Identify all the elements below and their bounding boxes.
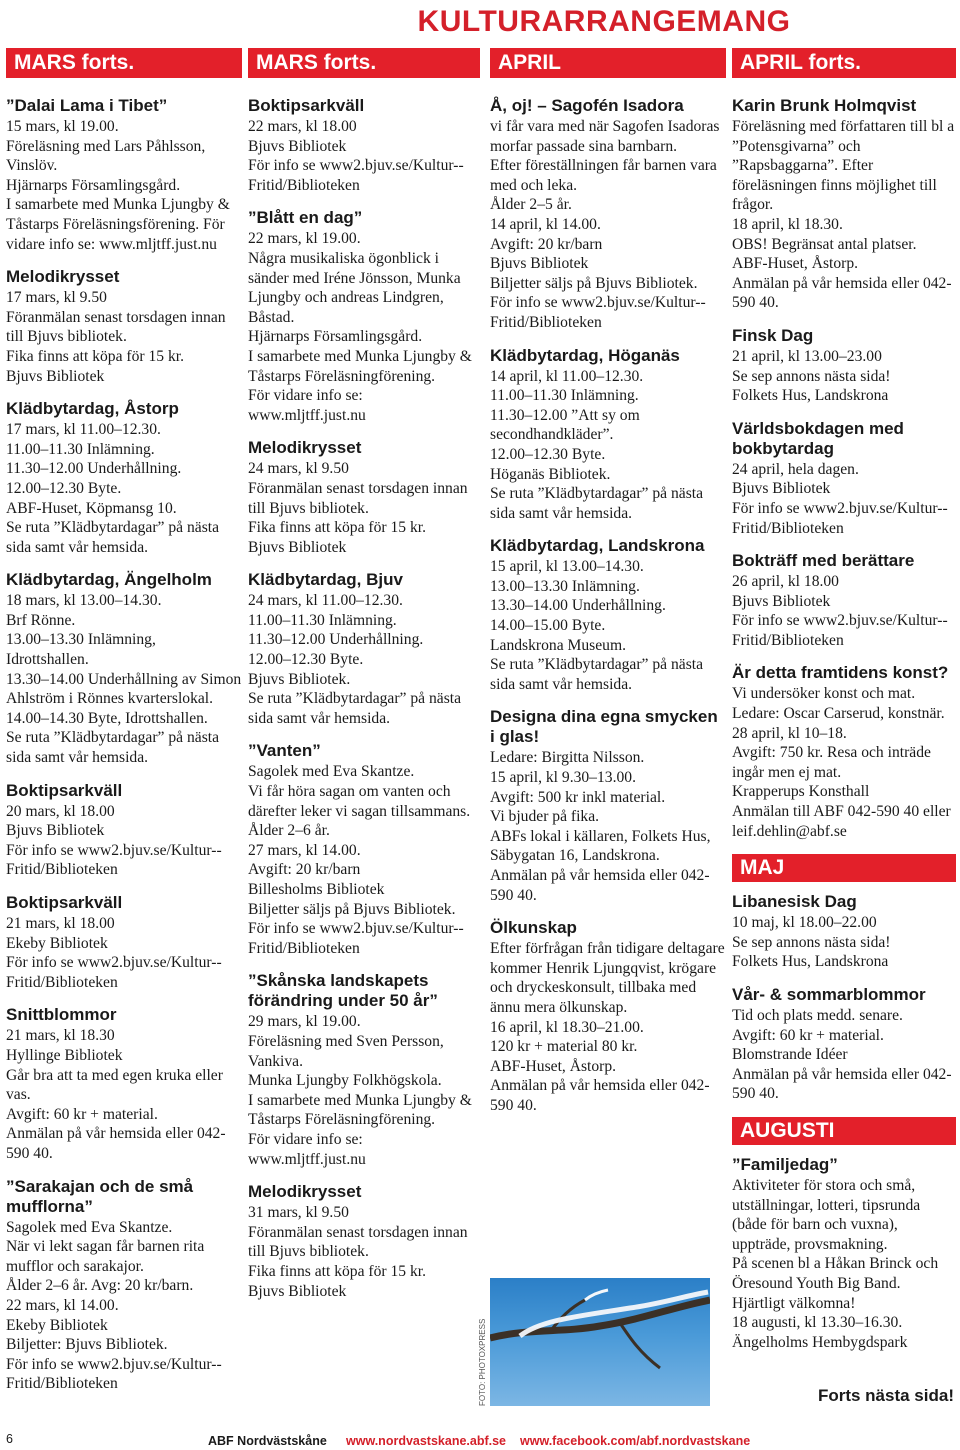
- event-detail: 11.00–11.30 Inlämning.: [490, 387, 639, 405]
- event-detail: 15 mars, kl 19.00.: [6, 118, 119, 135]
- event-detail: För vidare info se: www.mljtff.just.nu: [248, 1130, 366, 1168]
- event-detail: Avgift: 750 kr. Resa och inträde ingår men ej mat.: [732, 744, 931, 781]
- event-detail: Folkets Hus, Landskrona: [732, 387, 889, 405]
- event-detail: Vi bjuder på fika.: [490, 808, 600, 826]
- event-detail: 14 april, kl 11.00–12.30.: [490, 367, 644, 385]
- event-detail: Bjuvs Bibliotek: [248, 137, 347, 155]
- event-item: [490, 918, 726, 1115]
- event-detail: För info se www2.bjuv.se/Kultur--Fritid/Biblioteken: [490, 294, 706, 331]
- event-detail: Fika finns att köpa för 15 kr.: [248, 519, 427, 537]
- event-detail: Se sep annons nästa sida!: [732, 933, 891, 951]
- event-item: [6, 399, 242, 557]
- event-detail: I samarbete med Munka Ljungby & Tåstarps Föreläsningförening.: [248, 347, 472, 385]
- event-detail: Ängelholms Hembygdspark: [732, 1333, 908, 1351]
- event-detail: Se ruta ”Klädbytardagar” på nästa sida samt vår hemsida.: [6, 729, 220, 767]
- event-detail: Avgift: 60 kr + material.: [732, 1026, 884, 1044]
- event-detail: 11.30–12.00 ”Att sy om secondhandkläder”.: [490, 406, 640, 444]
- footer-website-link[interactable]: www.nordvastskane.abf.se: [346, 1434, 507, 1448]
- event-item: [732, 892, 956, 972]
- event-detail: Föranmälan senast torsdagen innan till Bjuvs bibliotek.: [6, 308, 226, 346]
- event-detail: 12.00–12.30 Byte.: [248, 651, 364, 669]
- event-detail: 17 mars, kl 9.50: [6, 289, 107, 307]
- event-detail: Vi undersöker konst och mat.: [732, 685, 916, 703]
- event-title: Klädbytardag, Åstorp: [6, 399, 179, 419]
- event-detail: 14.00–15.00 Byte.: [490, 617, 606, 635]
- page-number: 6: [6, 1432, 13, 1446]
- event-item: [6, 893, 242, 992]
- event-detail: 28 april, kl 10–18.: [732, 724, 847, 742]
- event-detail: Några musikaliska ögonblick i sänder med Iréne Jönsson, Munka Ljungby och andreas Lindgren, Båstad.: [248, 249, 461, 326]
- event-detail: Ålder 2–6 år. Avg: 20 kr/barn.: [6, 1277, 194, 1295]
- event-detail: 11.00–11.30 Inlämning.: [248, 611, 397, 629]
- event-detail: 31 mars, kl 9.50: [248, 1204, 349, 1222]
- photo-credit: FOTO: PHOTOXPRESS: [478, 1318, 487, 1406]
- event-detail: Billesholms Bibliotek: [248, 881, 385, 898]
- event-detail: För vidare info se: www.mljtff.just.nu: [248, 387, 366, 424]
- event-detail: 27 mars, kl 14.00.: [248, 841, 361, 859]
- event-title: Libanesisk Dag: [732, 892, 857, 912]
- column-4-augusti: [732, 1155, 956, 1352]
- event-detail: Bjuvs Bibliotek: [6, 822, 105, 840]
- event-detail: Fika finns att köpa för 15 kr.: [248, 1262, 427, 1280]
- column-4-april: [732, 96, 956, 841]
- event-detail: 21 mars, kl 18.00: [6, 915, 115, 932]
- continued-next-page: Forts nästa sida!: [817, 1386, 954, 1405]
- event-detail: 12.00–12.30 Byte.: [490, 445, 606, 463]
- event-detail: Ålder 2–5 år.: [490, 196, 572, 214]
- page-footer: [0, 1430, 960, 1450]
- event-detail: Bjuvs Bibliotek: [248, 538, 347, 556]
- event-detail: 120 kr + material 80 kr.: [490, 1038, 638, 1056]
- event-title: Bokträff med berättare: [732, 551, 915, 571]
- event-item: [6, 781, 242, 880]
- event-item: [248, 570, 480, 728]
- event-detail: Föreläsning med Lars Påhlsson, Vinslöv.: [6, 137, 206, 175]
- photo-branch: [490, 1278, 710, 1406]
- event-detail: Hjärnarps Församlingsgård.: [6, 176, 181, 194]
- event-detail: Bjuvs Bibliotek: [732, 592, 831, 610]
- event-detail: Fika finns att köpa för 15 kr.: [6, 347, 185, 365]
- event-detail: Munka Ljungby Folkhögskola.: [248, 1072, 442, 1090]
- event-item: [6, 570, 242, 767]
- event-detail: 21 mars, kl 18.30: [6, 1027, 115, 1045]
- event-detail: Sagolek med Eva Skantze.: [248, 763, 415, 781]
- event-detail: 29 mars, kl 19.00.: [248, 1013, 361, 1031]
- event-item: [732, 551, 956, 650]
- event-detail: Föranmälan senast torsdagen innan till Bjuvs bibliotek.: [248, 479, 468, 517]
- event-detail: ABFs lokal i källaren, Folkets Hus, Säbygatan 16, Landskrona.: [490, 827, 711, 865]
- event-detail: Se ruta ”Klädbytardagar” på nästa sida samt vår hemsida.: [490, 485, 704, 522]
- event-detail: Se sep annons nästa sida!: [732, 367, 891, 385]
- event-detail: 13.00–13.30 Inlämning, Idrottshallen.: [6, 631, 156, 669]
- event-detail: 13.00–13.30 Inlämning.: [490, 577, 640, 595]
- event-detail: 11.30–12.00 Underhållning.: [6, 460, 182, 478]
- event-detail: 18 mars, kl 13.00–14.30.: [6, 592, 162, 610]
- event-title: ”Sarakajan och de små mufflorna”: [6, 1176, 194, 1216]
- event-item: [490, 707, 726, 905]
- event-title: Klädbytardag, Ängelholm: [6, 570, 212, 590]
- event-detail: För info se www2.bjuv.se/Kultur--Fritid/Biblioteken: [248, 157, 464, 194]
- event-item: [490, 346, 726, 524]
- event-detail: Se ruta ”Klädbytardagar” på nästa sida samt vår hemsida.: [248, 690, 462, 727]
- event-item: [248, 438, 480, 557]
- event-detail: Se ruta ”Klädbytardagar” på nästa sida samt vår hemsida.: [490, 656, 704, 693]
- event-detail: Tid och plats medd. senare.: [732, 1007, 903, 1024]
- event-title: Melodikrysset: [6, 267, 120, 287]
- event-title: Karin Brunk Holmqvist: [732, 96, 917, 115]
- event-detail: Avgift: 20 kr/barn: [248, 861, 361, 879]
- event-detail: Anmälan på vår hemsida eller 042-590 40.: [490, 867, 710, 904]
- event-detail: ABF-Huset, Åstorp.: [490, 1057, 617, 1075]
- column-3: [490, 96, 726, 1129]
- event-detail: Hjärnarps Församlingsgård.: [248, 328, 423, 346]
- event-title: Melodikrysset: [248, 438, 362, 458]
- event-detail: Avgift: 500 kr inkl material.: [490, 788, 666, 806]
- event-detail: 21 april, kl 13.00–23.00: [732, 347, 882, 365]
- event-detail: 10 maj, kl 18.00–22.00: [732, 914, 877, 932]
- event-item: [732, 663, 956, 841]
- event-title: Designa dina egna smycken i glas!: [490, 707, 718, 747]
- event-detail: För info se www2.bjuv.se/Kultur--Fritid/Biblioteken: [6, 841, 222, 879]
- event-title: Boktipsarkväll: [6, 780, 123, 800]
- column-4-maj: [732, 892, 956, 1104]
- event-detail: 16 april, kl 18.30–21.00.: [490, 1018, 644, 1036]
- event-detail: När vi lekt sagan får barnen rita mufflor och sarakajor.: [6, 1238, 205, 1275]
- event-detail: Går bra att ta med egen kruka eller vas.: [6, 1066, 223, 1104]
- event-detail: 24 april, hela dagen.: [732, 460, 859, 478]
- event-item: [6, 1005, 242, 1163]
- event-title: ”Familjedag”: [732, 1154, 838, 1174]
- event-title: ”Skånska landskapets förändring under 50 år”: [248, 971, 438, 1011]
- event-title: Ölkunskap: [490, 918, 577, 938]
- page-banner: [0, 0, 960, 80]
- event-detail: 22 mars, kl 19.00.: [248, 230, 361, 248]
- event-item: [732, 419, 956, 538]
- column-1: [6, 96, 242, 1407]
- event-title: ”Dalai Lama i Tibet”: [6, 96, 168, 115]
- header-maj: MAJ: [732, 854, 956, 882]
- event-title: Snittblommor: [6, 1005, 117, 1025]
- event-item: [248, 208, 480, 425]
- event-detail: Blomstrande Idéer: [732, 1046, 848, 1064]
- event-detail: 13.30–14.00 Underhållning.: [490, 597, 666, 615]
- event-detail: 24 mars, kl 9.50: [248, 460, 349, 478]
- footer-facebook-link[interactable]: www.facebook.com/abf.nordvastskane: [520, 1434, 751, 1448]
- event-detail: På scenen bl a Håkan Brinck och Öresound Youth Big Band.: [732, 1255, 939, 1292]
- event-detail: För info se www2.bjuv.se/Kultur--Fritid/Biblioteken: [248, 920, 464, 957]
- event-detail: I samarbete med Munka Ljungby & Tåstarps Föreläsningsförening. För vidare info se: www.mljtff.just.nu: [6, 196, 230, 253]
- event-detail: ABF-Huset, Åstorp.: [732, 255, 859, 273]
- event-detail: Föreläsning med Sven Persson, Vankiva.: [248, 1032, 444, 1070]
- event-item: [732, 985, 956, 1104]
- event-detail: Hyllinge Bibliotek: [6, 1046, 123, 1064]
- event-detail: För info se www2.bjuv.se/Kultur--Fritid/Biblioteken: [6, 954, 222, 991]
- event-detail: 22 mars, kl 18.00: [248, 118, 357, 135]
- event-item: [248, 971, 480, 1169]
- event-item: [732, 96, 956, 313]
- event-detail: 20 mars, kl 18.00: [6, 802, 115, 820]
- event-detail: 13.30–14.00 Underhållning av Simon Ahlström i Rönnes kvarterslokal.: [6, 670, 242, 708]
- header-april-1: APRIL: [490, 48, 726, 78]
- event-detail: Brf Rönne.: [6, 611, 76, 629]
- event-detail: 14 april, kl 14.00.: [490, 215, 601, 233]
- event-detail: Anmälan på vår hemsida eller 042-590 40.: [6, 1125, 226, 1162]
- page-title: KULTURARRANGEMANG: [417, 5, 791, 38]
- event-detail: Bjuvs Bibliotek: [248, 1282, 347, 1300]
- event-title: Världsbokdagen med bokbytardag: [732, 418, 904, 458]
- event-detail: Avgift: 60 kr + material.: [6, 1105, 158, 1123]
- event-detail: Vi får höra sagan om vanten och därefter leker vi sagan tillsammans.: [248, 783, 471, 820]
- event-detail: Aktiviteter för stora och små, utställningar, lotteri, tipsrunda (både för barn och vuxna), uppträde, provsmakning.: [732, 1176, 921, 1253]
- event-detail: 24 mars, kl 11.00–12.30.: [248, 592, 403, 610]
- event-title: ”Vanten”: [248, 741, 321, 761]
- event-detail: För info se www2.bjuv.se/Kultur--Fritid/Biblioteken: [732, 499, 948, 537]
- event-item: [732, 326, 956, 406]
- event-title: Melodikrysset: [248, 1182, 362, 1202]
- event-detail: Föreläsning med författaren till bl a ”Potensgivarna” och ”Rapsbaggarna”. Efter föreläsningen finns möjlighet till frågor.: [732, 118, 955, 214]
- event-title: Boktipsarkväll: [248, 96, 365, 115]
- event-detail: Biljetter säljs på Bjuvs Bibliotek.: [490, 274, 698, 292]
- header-mars-1: MARS forts.: [6, 48, 242, 78]
- event-detail: Föranmälan senast torsdagen innan till Bjuvs bibliotek.: [248, 1223, 468, 1261]
- event-detail: 15 april, kl 9.30–13.00.: [490, 769, 636, 787]
- event-detail: Folkets Hus, Landskrona: [732, 953, 889, 971]
- event-detail: Anmälan på vår hemsida eller 042-590 40.: [732, 274, 952, 312]
- event-detail: Ledare: Oscar Carserud, konstnär.: [732, 705, 945, 723]
- event-detail: OBS! Begränsat antal platser.: [732, 235, 917, 253]
- event-detail: 22 mars, kl 14.00.: [6, 1296, 119, 1314]
- event-item: [6, 1177, 242, 1394]
- event-title: Klädbytardag, Höganäs: [490, 345, 680, 365]
- event-detail: Bjuvs Bibliotek: [490, 255, 589, 273]
- event-item: [248, 96, 480, 195]
- branch-illustration: [490, 1278, 710, 1406]
- event-detail: 17 mars, kl 11.00–12.30.: [6, 421, 161, 439]
- event-detail: För info se www2.bjuv.se/Kultur--Fritid/Biblioteken: [732, 612, 948, 649]
- event-title: Boktipsarkväll: [6, 893, 123, 912]
- event-detail: Bjuvs Bibliotek: [6, 367, 105, 385]
- event-detail: Ekeby Bibliotek: [6, 934, 108, 952]
- event-detail: Landskrona Museum.: [490, 636, 626, 654]
- event-detail: Hjärtligt välkomna!: [732, 1294, 856, 1312]
- event-detail: Anmälan till ABF 042-590 40 eller leif.dehlin@abf.se: [732, 803, 951, 840]
- event-item: [248, 741, 480, 958]
- event-detail: Ekeby Bibliotek: [6, 1316, 108, 1334]
- header-mars-2: MARS forts.: [248, 48, 480, 78]
- event-item: [6, 96, 242, 254]
- event-detail: 26 april, kl 18.00: [732, 573, 839, 591]
- event-detail: Bjuvs Bibliotek: [732, 480, 831, 498]
- event-title: Vår- & sommarblommor: [732, 985, 926, 1004]
- event-detail: 18 augusti, kl 13.30–16.30.: [732, 1314, 903, 1332]
- event-detail: vi får vara med när Sagofen Isadoras morfar passade sina barnbarn.: [490, 118, 720, 155]
- event-detail: 14.00–14.30 Byte, Idrottshallen.: [6, 709, 208, 727]
- event-item: [490, 536, 726, 694]
- event-detail: För info se www2.bjuv.se/Kultur--Fritid/Biblioteken: [6, 1355, 222, 1393]
- event-item: [490, 96, 726, 333]
- event-detail: Biljetter säljs på Bjuvs Bibliotek.: [248, 900, 456, 918]
- event-detail: 12.00–12.30 Byte.: [6, 479, 122, 497]
- event-detail: Ledare: Birgitta Nilsson.: [490, 749, 645, 767]
- event-detail: I samarbete med Munka Ljungby & Tåstarps Föreläsningförening.: [248, 1091, 472, 1129]
- event-detail: Ålder 2–6 år.: [248, 822, 330, 840]
- column-4: [732, 96, 956, 1365]
- event-detail: 15 april, kl 13.00–14.30.: [490, 558, 644, 576]
- event-detail: Bjuvs Bibliotek.: [248, 670, 351, 688]
- event-detail: Sagolek med Eva Skantze.: [6, 1218, 173, 1236]
- footer-org: ABF Nordvästskåne: [208, 1434, 327, 1448]
- event-detail: Efter föreställningen får barnen vara med och leka.: [490, 157, 717, 194]
- event-title: Å, oj! – Sagofén Isadora: [490, 96, 684, 115]
- event-detail: 18 april, kl 18.30.: [732, 215, 843, 233]
- event-detail: Anmälan på vår hemsida eller 042-590 40.: [732, 1065, 952, 1103]
- header-april-2: APRIL forts.: [732, 48, 956, 78]
- event-detail: ABF-Huset, Köpmansg 10.: [6, 499, 177, 517]
- event-item: [6, 267, 242, 386]
- event-detail: Se ruta ”Klädbytardagar” på nästa sida samt vår hemsida.: [6, 519, 220, 556]
- event-title: Finsk Dag: [732, 325, 814, 345]
- event-title: Klädbytardag, Bjuv: [248, 570, 403, 590]
- event-title: Är detta framtidens konst?: [732, 663, 949, 683]
- event-detail: Krapperups Konsthall: [732, 783, 870, 801]
- event-title: ”Blått en dag”: [248, 208, 363, 228]
- event-detail: 11.30–12.00 Underhållning.: [248, 631, 424, 649]
- event-detail: Avgift: 20 kr/barn: [490, 235, 603, 253]
- event-detail: Anmälan på vår hemsida eller 042-590 40.: [490, 1077, 710, 1114]
- event-detail: Höganäs Bibliotek.: [490, 465, 611, 483]
- header-augusti: AUGUSTI: [732, 1117, 956, 1145]
- event-detail: Biljetter: Bjuvs Bibliotek.: [6, 1336, 168, 1354]
- event-title: Klädbytardag, Landskrona: [490, 536, 705, 556]
- event-item: [248, 1182, 480, 1301]
- event-detail: 11.00–11.30 Inlämning.: [6, 440, 155, 458]
- event-item: [732, 1155, 956, 1352]
- column-2: [248, 96, 480, 1314]
- event-detail: Efter förfrågan från tidigare deltagare kommer Henrik Ljungqvist, krögare och dryckeskonsult, tillbaka med ännu mera ölkunskap.: [490, 940, 725, 1016]
